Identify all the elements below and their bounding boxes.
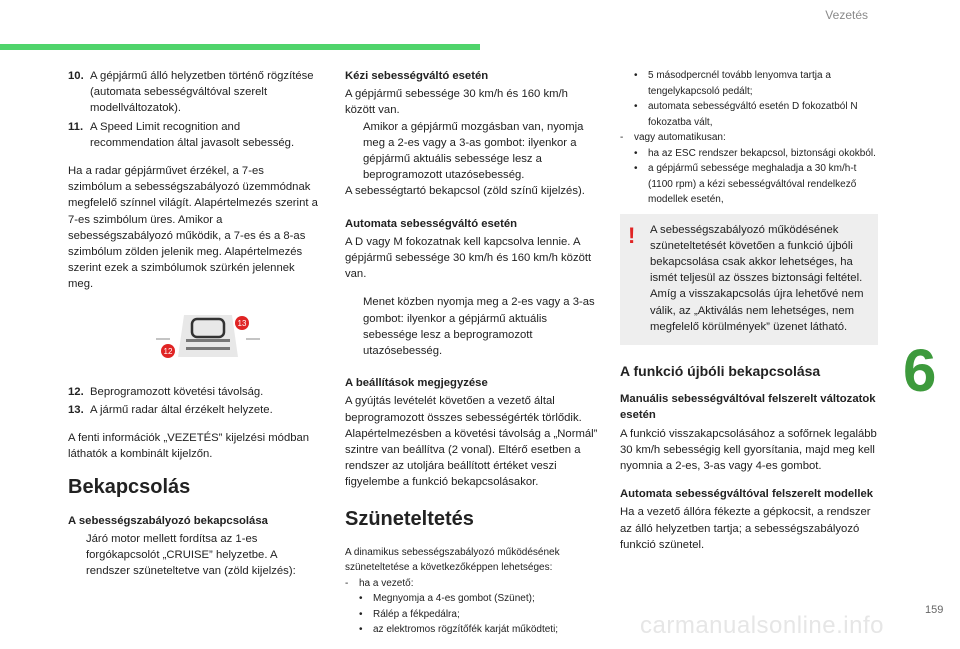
paragraph: A funkció visszakapcsolásához a sofőrnek legalább 30 km/h sebességig kell gyorsítania, majd meg kell nyomnia a 2-es, 3-as vagy 4-es gombot. — [620, 427, 877, 472]
watermark: carmanualsonline.info — [640, 612, 884, 639]
subheading: Automata sebességváltóval felszerelt modellek — [620, 488, 874, 501]
subheading: A sebességszabályozó bekapcsolása — [68, 514, 268, 527]
list-item: 11. A Speed Limit recognition and recommendation által javasolt sebesség. — [68, 120, 295, 149]
dot-item: • az elektromos rögzítőfék karját működteti; — [359, 624, 559, 636]
paragraph: A sebességtartó bekapcsol (zöld színű kijelzés). — [345, 185, 585, 198]
paragraph: A dinamikus sebességszabályozó működésének szüneteltetése a következőképpen lehetséges: — [345, 546, 560, 574]
dot-item: • a gépjármű sebessége meghaladja a 30 km/h-t (1100 rpm) a kézi sebességváltóval rendelkező modellek esetén, — [634, 163, 857, 205]
subheading: Kézi sebességváltó esetén — [345, 70, 489, 82]
heading-szuneteltetes: Szüneteltetés — [345, 507, 474, 530]
bullet-item: Amikor a gépjármű mozgásban van, nyomja meg a 2-es vagy a 3-as gombot: ilyenkor a gépjármű aktuális sebessége lesz a beprogramozott utazósebesség. — [345, 119, 601, 184]
bullet-item: Menet közben nyomja meg a 2-es vagy a 3-as gombot: ilyenkor a gépjármű aktuális sebessége lesz a beprogramozott utazósebesség. — [345, 294, 601, 359]
dot-item: • 5 másodpercnél tovább lenyomva tartja a tengelykapcsoló pedált; — [634, 70, 831, 97]
warning-icon: ! — [628, 222, 636, 248]
page-number: 159 — [925, 604, 944, 616]
paragraph: A D vagy M fokozatnak kell kapcsolva lennie. A gépjármű sebessége 30 km/h és 160 km/h között van. — [345, 235, 592, 281]
paragraph: Ha a vezető állóra fékezte a gépkocsit, a rendszer az álló helyzetben tartja; a sebességszabályozó funkció szünetel. — [620, 506, 871, 551]
paragraph: A gépjármű sebessége 30 km/h és 160 km/h között van. — [345, 88, 568, 117]
paragraph: A gyújtás levételét követően a vezető által beprogramozott összes sebességérték törlődik. Alapértelmezésben a követési távolság a „Normál” szintre van beállítva (2 vonal). Eltérő esetben a rendszer az utoljára beállított értéket veszi figyelembe a funkció bekapcsolásakor. — [345, 395, 598, 489]
arrow-icon — [345, 119, 363, 184]
dash-item: - vagy automatikusan: — [620, 132, 726, 143]
column-right — [620, 68, 878, 565]
heading-ujboli-bekapcsolas: A funkció újbóli bekapcsolása — [620, 362, 821, 379]
label-13: 13 — [237, 318, 247, 328]
chapter-number: 6 — [903, 337, 937, 404]
label-12: 12 — [163, 346, 173, 356]
dot-item: • automata sebességváltó esetén D fokozatból N fokozatba vált, — [634, 101, 858, 128]
paragraph: Ha a radar gépjárművet érzékel, a 7-es szimbólum a sebességszabályozó üzemmódnak megfelelő színnel világít. Alapértelmezés szerint a 7-es szimbólum üres. Amikor a sebességszabályozó működik, a 7-es és a 8-as szimbólum zölden jelenik meg. Alapértelmezés szerint ezek a szimbólumok szürkén jelennek meg. — [68, 165, 318, 291]
warning-box: ! A sebességszabályozó működésének szüneteltetését követően a funkció újbóli bekapcsolása csak akkor lehetséges, ha ismét teljesül az összes biztonsági feltétel. Amíg a visszakapcsolás újra lehetővé nem válik, az „Aktiválás nem lehetséges, nem megfelelő körülmények” üzenet látható. — [620, 214, 878, 345]
arrow-icon — [68, 531, 86, 580]
dot-item: • Rálép a fékpedálra; — [359, 608, 460, 620]
list-item: 10. A gépjármű álló helyzetben történő rögzítése (automata sebességváltóval szerelt modellváltozatok). — [68, 70, 314, 115]
dot-item: • ha az ESC rendszer bekapcsol, biztonsági okokból. — [634, 147, 876, 159]
subheading: A beállítások megjegyzése — [345, 377, 488, 390]
column-left — [68, 68, 318, 580]
column-middle — [345, 68, 601, 638]
subheading: Manuális sebességváltóval felszerelt változatok esetén — [620, 393, 876, 422]
paragraph: A fenti információk „VEZETÉS” kijelzési módban láthatók a kombinált kijelzőn. — [68, 432, 310, 461]
subheading: Automata sebességváltó esetén — [345, 217, 518, 230]
radar-figure — [148, 309, 268, 365]
list-item: 12. Beprogramozott követési távolság. — [68, 385, 264, 398]
section-title: Vezetés — [825, 8, 868, 22]
list-item: 13. A jármű radar által érzékelt helyzete. — [68, 404, 273, 417]
dash-item: - ha a vezető: — [345, 577, 414, 589]
heading-bekapcsolas: Bekapcsolás — [68, 475, 191, 498]
dot-item: • Megnyomja a 4-es gombot (Szünet); — [359, 593, 535, 605]
accent-bar — [0, 44, 480, 50]
bullet-item: Járó motor mellett fordítsa az 1-es forgókapcsolót „CRUISE” helyzetbe. A rendszer szüneteltetve van (zöld kijelzés): — [68, 531, 318, 580]
arrow-icon — [345, 294, 363, 359]
